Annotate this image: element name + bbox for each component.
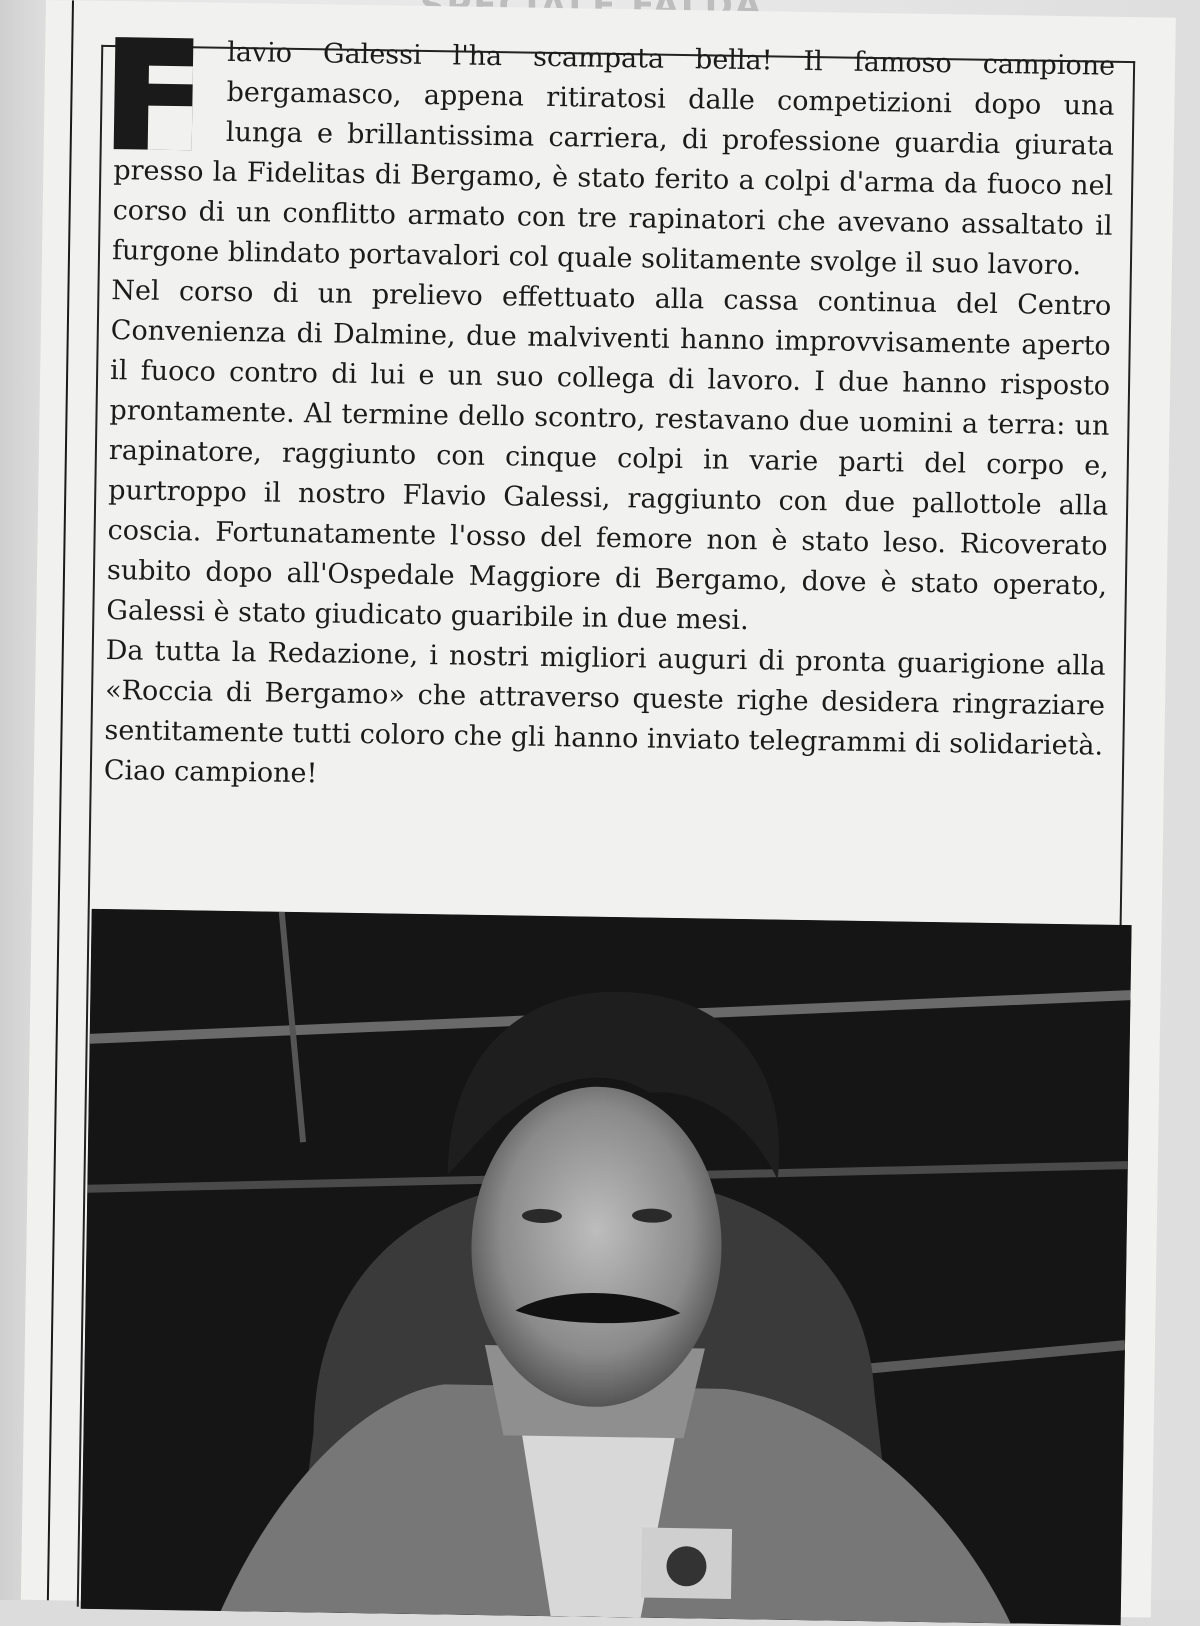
- paragraph-1: lavio Galessi l'ha scampata bella! Il famoso campione bergamasco, appena ritiratosi dalle competizioni dopo una lunga e brillantissima carriera, di professione guardia giurata presso la Fidelitas di Bergamo, è stato ferito a colpi d'arma da fuoco nel corso di un conflitto armato con tre rapinatori che avevano assaltato il furgone blindato portavalori col quale solitamente svolge il suo lavoro.: [111, 36, 1116, 282]
- paragraph-2: Nel corso di un prelievo effettuato alla cassa continua del Centro Convenienza di Dalmine, due malviventi hanno improvvisamente aperto il fuoco contro di lui e un suo collega di lavoro. I due hanno risposto prontamente. Al termine dello scontro, restavano due uomini a terra: un rapinatore, raggiunto con cinque colpi in varie parti del corpo e, purtroppo il nostro Flavio Galessi, raggiunto con due pallottole alla coscia. Fortunatamente l'osso del femore non è stato leso. Ricoverato subito dopo all'Ospedale Maggiore di Bergamo, dove è stato operato, Galessi è stato giudicato guaribile in due mesi.: [106, 275, 1112, 637]
- page-edge-line: [47, 0, 74, 1600]
- article-body: [104, 31, 1116, 807]
- paragraph-3: Da tutta la Redazione, i nostri migliori auguri di pronta guarigione alla «Roccia di Bergamo» che attraverso queste righe desidera ringraziare sentitamente tutti coloro che gli hanno inviato telegrammi di solidarietà.: [104, 635, 1106, 762]
- boxer-portrait-illustration: [81, 909, 1132, 1625]
- drop-cap: [114, 37, 194, 150]
- magazine-page: [21, 0, 1176, 1618]
- paragraph-4: Ciao campione!: [103, 755, 318, 790]
- boxer-photo: [81, 909, 1132, 1625]
